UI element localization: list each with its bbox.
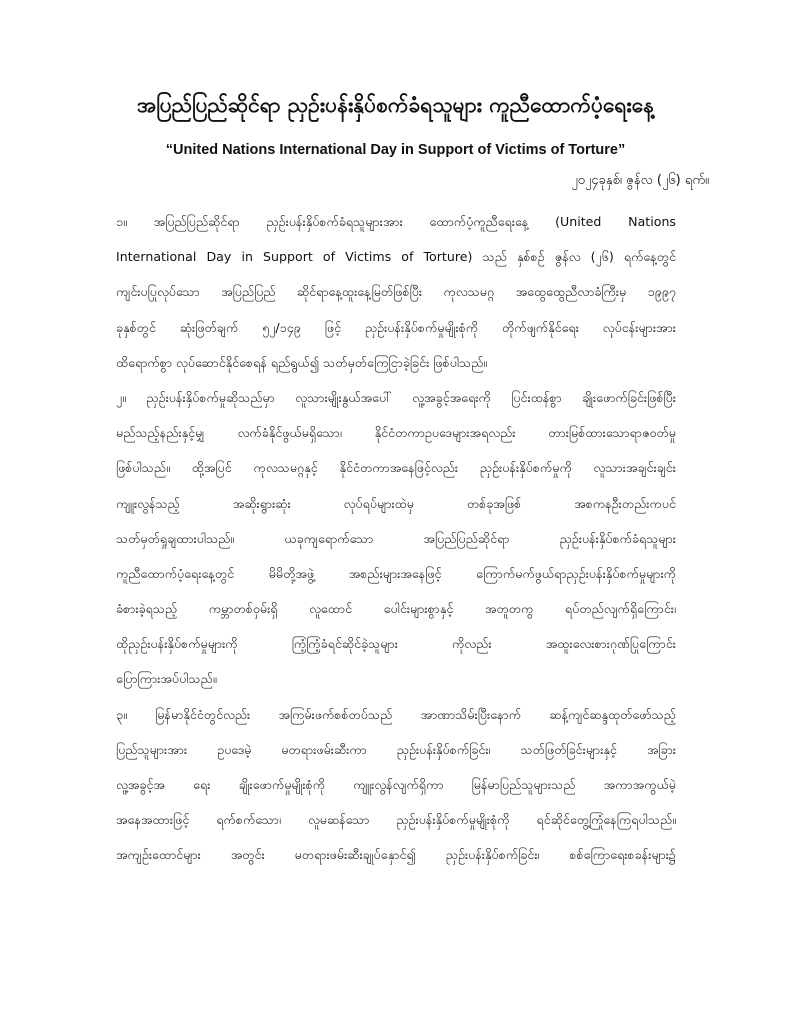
- body-line: ၂။ ညှဉ်းပန်းနှိပ်စက်မှုဆိုသည်မှာ လူသားမျိုးနွယ်အပေါ် လူ့အခွင့်အရေးကို ပြင်းထန်စွာ ချိုးဖောက်ခြင်းဖြစ်ပြီး: [116, 389, 676, 405]
- body-line: ကျင်းပပြုလုပ်သော အပြည်ပြည် ဆိုင်ရာနေ့ထူးနေ့မြတ်ဖြစ်ပြီး ကုလသမဂ္ဂ အထွေထွေညီလာခံကြီးမှ ၁၉၉၇: [116, 284, 676, 300]
- document-subtitle: “United Nations International Day in Support of Victims of Torture”: [165, 142, 626, 158]
- body-line: သတ်မှတ်ရှုချထားပါသည်။ ယခုကျရောက်သော အပြည်ပြည်ဆိုင်ရာ ညှဉ်းပန်းနှိပ်စက်ခံရသူများ: [116, 530, 676, 546]
- document-date: ၂၀၂၄ခုနှစ်၊ ဇွန်လ (၂၆) ရက်။: [571, 173, 709, 188]
- body-line: ကူညီထောက်ပံ့ရေးနေ့တွင် မိမိတို့အဖွဲ့ အစည်းများအနေဖြင့် ကြောက်မက်ဖွယ်ရာညှဉ်းပန်းနှိပ်စက်မှုများကို: [116, 565, 676, 581]
- body-line: ခံစားခဲ့ရသည့် ကမ္ဘာတစ်ဝှမ်းရှိ လူထောင် ပေါင်းများစွာနှင့် အတူတကွ ရပ်တည်လျက်ရှိကြောင်း၊: [116, 601, 676, 617]
- body-line: ထိုညှဉ်းပန်းနှိပ်စက်မှုများကို ကြံ့ကြံ့ခံရင်ဆိုင်ခဲ့သူများ ကိုလည်း အထူးလေးစားဂုဏ်ပြုကြောင်း: [116, 636, 676, 652]
- body-line: ထိရောက်စွာ လုပ်ဆောင်နိုင်စေရန် ရည်ရွယ်၍ သတ်မှတ်ကြေငြာခဲ့ခြင်း ဖြစ်ပါသည်။: [116, 354, 488, 370]
- body-line: ပြောကြားအပ်ပါသည်။: [116, 671, 217, 687]
- body-line: ပြည်သူများအား ဥပဒေမဲ့ မတရားဖမ်းဆီးကာ ညှဉ်းပန်းနှိပ်စက်ခြင်း၊ သတ်ဖြတ်ခြင်းများနှင့် အခြား: [116, 741, 676, 757]
- body-line: မည်သည့်နည်းနှင့်မျှ လက်ခံနိုင်ဖွယ်မရှိသော၊ နိုင်ငံတကာဥပဒေများအရလည်း တားမြစ်ထားသောရာဇဝတ်မှု: [116, 425, 676, 441]
- body-line: အနေအထားဖြင့် ရက်စက်သော၊ လူမဆန်သော ညှဉ်းပန်းနှိပ်စက်မှုမျိုးစုံကို ရင်ဆိုင်တွေ့ကြုံနေကြရပါသည်။: [116, 812, 676, 828]
- body-line: အကျဉ်းထောင်များ အတွင်း မတရားဖမ်းဆီးချုပ်နှောင်၍ ညှဉ်းပန်းနှိပ်စက်ခြင်း၊ စစ်ကြောရေးစခန်းများ၌: [116, 847, 676, 863]
- body-line: ၁။ အပြည်ပြည်ဆိုင်ရာ ညှဉ်းပန်းနှိပ်စက်ခံရသူများအား ထောက်ပံ့ကူညီရေးနေ့ (United Nations: [116, 214, 676, 229]
- document-body: [116, 204, 676, 873]
- document-title: အပြည်ပြည်ဆိုင်ရာ ညှဉ်းပန်းနှိပ်စက်ခံရသူများ ကူညီထောက်ပံ့ရေးနေ့: [136, 93, 655, 117]
- body-line: International Day in Support of Victims of Torture) သည် နှစ်စဉ် ဇွန်လ (၂၆) ရက်နေ့တွင်: [116, 249, 676, 265]
- body-line: ဖြစ်ပါသည်။ ထို့အပြင် ကုလသမဂ္ဂနှင့် နိုင်ငံတကာအနေဖြင့်လည်း ညှဉ်းပန်းနှိပ်စက်မှုကို လူသားအချင်းချင်း: [116, 460, 676, 476]
- body-line: လူ့အခွင့်အ ရေး ချိုးဖောက်မှုမျိုးစုံကို ကျူးလွန်လျက်ရှိကာ မြန်မာပြည်သူများသည် အကာအကွယ်မဲ့: [116, 777, 676, 792]
- body-line: ကျူးလွန်သည့် အဆိုးရွားဆုံး လုပ်ရပ်များထဲမှ တစ်ခုအဖြစ် အစကနဦးတည်းကပင်: [116, 495, 676, 511]
- body-line: ခုနှစ်တွင် ဆုံးဖြတ်ချက် ၅၂/၁၄၉ ဖြင့် ညှဉ်းပန်းနှိပ်စက်မှုမျိုးစုံကို တိုက်ဖျက်နိုင်ရေး လုပ်ငန်းများအား: [116, 319, 676, 335]
- body-line: ၃။ မြန်မာနိုင်ငံတွင်လည်း အကြမ်းဖက်စစ်တပ်သည် အာဏာသိမ်းပြီးနောက် ဆန့်ကျင်ဆန္ဒထုတ်ဖော်သည့်: [116, 706, 676, 722]
